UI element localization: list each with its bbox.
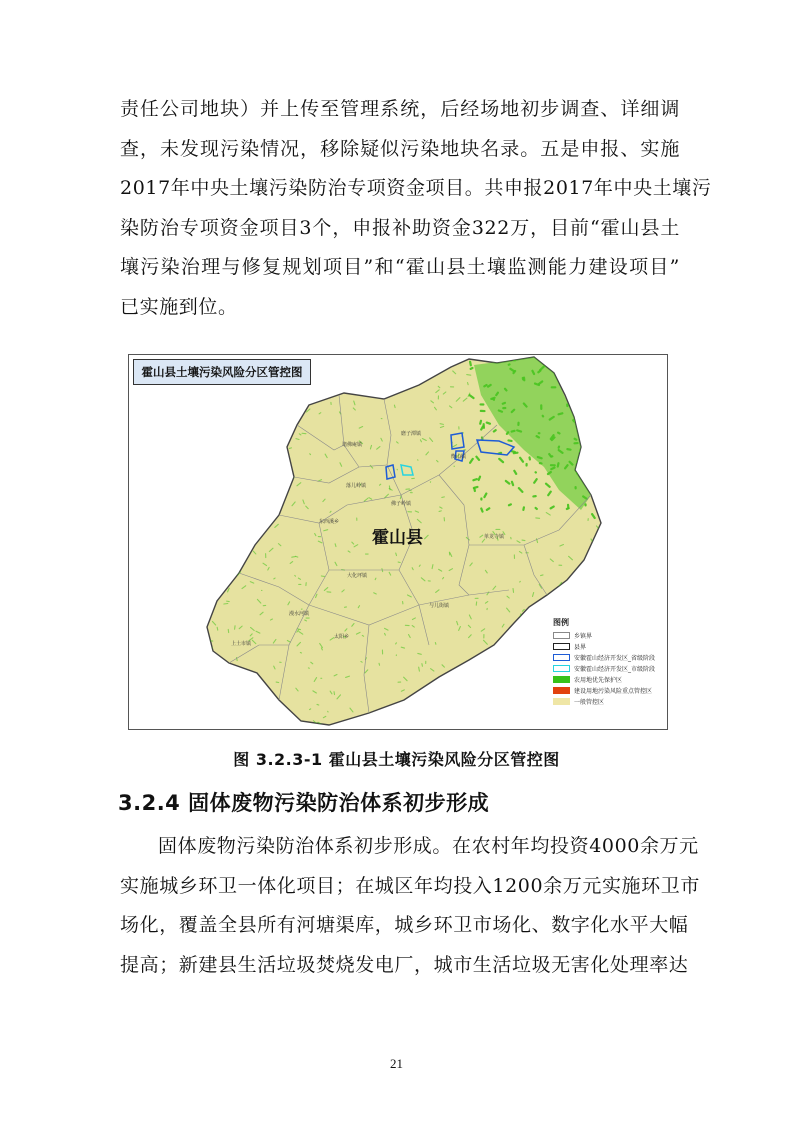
priority-patch — [536, 508, 537, 509]
priority-patch — [582, 439, 584, 442]
priority-patch — [585, 410, 587, 411]
priority-patch — [468, 383, 469, 385]
priority-patch — [485, 687, 487, 688]
legend-label: 县界 — [574, 644, 587, 651]
priority-patch — [325, 364, 329, 367]
priority-patch — [467, 375, 471, 376]
priority-patch — [248, 420, 251, 423]
legend-item — [553, 630, 663, 641]
priority-patch — [487, 508, 489, 510]
priority-patch — [270, 428, 271, 429]
priority-patch — [224, 603, 228, 604]
priority-patch — [380, 360, 381, 362]
paragraph-line: 责任公司地块）并上传至管理系统，后经场地初步调查、详细调 — [120, 98, 680, 120]
priority-patch — [362, 635, 363, 636]
town-label: 与儿街镇 — [429, 603, 450, 609]
priority-patch — [481, 706, 484, 707]
legend-item — [553, 674, 663, 685]
legend-label: 一般管控区 — [574, 699, 605, 706]
priority-patch — [599, 577, 601, 579]
priority-patch — [591, 719, 595, 721]
priority-patch — [484, 710, 486, 714]
map-title: 霍山县土壤污染风险分区管控图 — [133, 359, 311, 385]
paragraph-line: 场化，覆盖全县所有河塘渠库，城乡环卫市场化、数字化水平大幅 — [120, 914, 689, 936]
priority-patch — [596, 583, 598, 585]
priority-patch — [579, 408, 581, 410]
priority-patch — [523, 507, 524, 510]
town-label: 大化坪镇 — [347, 573, 368, 579]
priority-patch — [446, 364, 447, 368]
paragraph-line: 2017年中央土壤污染防治专项资金项目。共申报2017年中央土壤污 — [120, 177, 712, 199]
priority-patch — [596, 556, 599, 557]
map-figure — [128, 354, 668, 730]
priority-patch — [224, 584, 226, 586]
legend-item — [553, 641, 663, 652]
priority-patch — [513, 640, 515, 643]
priority-patch — [245, 539, 247, 541]
legend-swatch — [553, 632, 570, 639]
priority-patch — [265, 505, 268, 509]
priority-patch — [592, 406, 594, 408]
priority-patch — [376, 380, 379, 383]
priority-patch — [583, 376, 585, 379]
priority-patch — [408, 355, 410, 359]
priority-patch — [267, 514, 270, 516]
priority-patch — [357, 387, 358, 390]
town-label: 诸佛庵镇 — [342, 442, 363, 448]
priority-patch — [330, 511, 331, 512]
priority-patch — [581, 438, 583, 439]
priority-patch — [462, 714, 463, 716]
priority-patch — [396, 643, 397, 644]
priority-patch — [394, 405, 395, 407]
priority-patch — [535, 721, 539, 723]
priority-patch — [438, 365, 440, 369]
town-label: 东西溪乡 — [319, 519, 340, 525]
paragraph-line: 染防治专项资金项目3个，申报补助资金322万，目前“霍山县土 — [120, 216, 680, 239]
priority-patch — [323, 357, 325, 359]
priority-patch — [487, 423, 490, 424]
paragraph-1 — [120, 90, 712, 327]
priority-patch — [475, 695, 477, 699]
priority-patch — [481, 509, 482, 512]
priority-patch — [498, 692, 500, 693]
legend-item — [553, 696, 663, 707]
priority-patch — [262, 421, 264, 424]
priority-patch — [297, 629, 300, 630]
priority-patch — [417, 379, 418, 381]
town-label: 上土市镇 — [231, 641, 252, 647]
priority-patch — [548, 595, 552, 598]
town-label: 漫水河镇 — [289, 611, 310, 617]
town-label: 佛子岭镇 — [391, 501, 412, 507]
priority-patch — [441, 369, 442, 371]
section-heading: 3.2.4 固体废物污染防治体系初步形成 — [118, 791, 490, 815]
priority-patch — [289, 413, 290, 416]
legend-item — [553, 685, 663, 696]
priority-patch — [522, 624, 523, 627]
priority-patch — [245, 501, 246, 505]
priority-patch — [564, 596, 565, 598]
priority-patch — [289, 448, 291, 449]
paragraph-line: 已实施到位。 — [120, 295, 238, 318]
priority-patch — [243, 676, 244, 678]
town-label: 太阳乡 — [334, 634, 350, 640]
legend-label: 安徽霍山经济开发区_市级阶段 — [574, 666, 656, 673]
page-number: 21 — [390, 1056, 403, 1071]
priority-patch — [419, 667, 420, 671]
priority-patch — [542, 636, 545, 637]
priority-patch — [249, 421, 251, 422]
priority-patch — [235, 537, 236, 540]
priority-patch — [435, 643, 436, 645]
priority-patch — [516, 714, 519, 717]
priority-patch — [266, 709, 270, 711]
priority-patch — [277, 453, 280, 454]
figure-caption: 图 3.2.3-1 霍山县土壤污染风险分区管控图 — [233, 750, 560, 769]
priority-patch — [221, 720, 224, 723]
priority-patch — [385, 633, 386, 635]
priority-patch — [255, 434, 258, 438]
county-label: 霍山县 — [372, 528, 423, 548]
priority-patch — [202, 583, 205, 585]
priority-patch — [489, 678, 490, 679]
legend-swatch — [553, 643, 570, 650]
priority-patch — [380, 484, 381, 485]
priority-patch — [519, 621, 520, 623]
priority-patch — [246, 706, 247, 707]
priority-patch — [536, 711, 537, 713]
priority-patch — [206, 677, 210, 680]
priority-patch — [205, 472, 208, 476]
legend-swatch — [553, 665, 570, 672]
priority-patch — [292, 399, 296, 400]
paragraph-line: 提高；新建县生活垃圾焚烧发电厂，城市生活垃圾无害化处理率达 — [120, 953, 689, 976]
priority-patch — [511, 711, 515, 714]
legend-label: 安徽霍山经济开发区_省级阶段 — [574, 655, 656, 662]
legend-title: 图例 — [553, 618, 569, 627]
priority-patch — [599, 547, 603, 551]
paragraph-line: 壤污染治理与修复规划项目”和“霍山县土壤监测能力建设项目” — [120, 256, 680, 278]
priority-patch — [265, 387, 267, 390]
priority-patch — [596, 491, 598, 494]
priority-patch — [480, 421, 481, 424]
priority-patch — [579, 573, 583, 575]
priority-patch — [520, 581, 521, 582]
priority-patch — [515, 694, 517, 695]
priority-patch — [239, 414, 242, 415]
priority-patch — [570, 363, 571, 365]
priority-patch — [220, 697, 221, 700]
priority-patch — [292, 557, 296, 558]
priority-patch — [485, 357, 487, 360]
priority-patch — [442, 497, 445, 498]
priority-patch — [470, 362, 471, 366]
legend-swatch — [553, 687, 570, 694]
priority-patch — [269, 388, 271, 390]
town-label: 落儿岭镇 — [346, 483, 367, 489]
priority-patch — [551, 507, 554, 509]
priority-patch — [217, 627, 218, 630]
town-label: 衡山镇 — [451, 454, 467, 460]
priority-patch — [483, 359, 486, 360]
paragraph-line: 查，未发现污染情况，移除疑似污染地块名录。五是申报、实施 — [120, 137, 680, 160]
priority-patch — [473, 479, 476, 480]
priority-patch — [603, 491, 606, 494]
priority-patch — [583, 468, 585, 471]
paragraph-line: 固体废物污染防治体系初步形成。在农村年均投资4000余万元 — [158, 835, 699, 857]
paragraph-2 — [120, 827, 700, 985]
priority-patch — [415, 717, 417, 719]
priority-patch — [570, 378, 573, 382]
priority-patch — [274, 578, 275, 579]
priority-patch — [469, 356, 471, 357]
priority-patch — [236, 682, 238, 684]
priority-patch — [479, 477, 480, 480]
priority-patch — [269, 389, 270, 390]
priority-patch — [396, 553, 397, 556]
priority-patch — [457, 682, 461, 683]
priority-patch — [310, 454, 311, 455]
priority-patch — [414, 701, 415, 704]
priority-patch — [597, 414, 601, 416]
priority-patch — [515, 664, 517, 666]
legend-label: 农用地优先保护区 — [574, 677, 623, 684]
priority-patch — [214, 551, 215, 553]
priority-patch — [258, 408, 261, 409]
legend-label: 建设用地污染风险重点管控区 — [574, 688, 653, 695]
priority-patch — [443, 577, 444, 578]
priority-patch — [577, 370, 578, 371]
legend-item — [553, 652, 663, 663]
legend-label: 乡镇界 — [574, 633, 593, 640]
priority-patch — [228, 721, 230, 723]
priority-patch — [498, 715, 499, 717]
priority-patch — [394, 357, 396, 361]
priority-patch — [431, 693, 433, 694]
priority-patch — [260, 495, 263, 498]
priority-patch — [522, 540, 525, 541]
legend-swatch — [553, 676, 570, 683]
priority-patch — [375, 578, 376, 579]
priority-patch — [519, 693, 523, 694]
priority-patch — [596, 384, 597, 385]
priority-patch — [512, 482, 513, 485]
priority-patch — [590, 445, 593, 449]
priority-patch — [439, 511, 441, 512]
priority-patch — [544, 653, 548, 657]
priority-patch — [315, 392, 318, 394]
priority-patch — [474, 488, 475, 491]
priority-patch — [514, 453, 518, 454]
priority-patch — [603, 474, 605, 476]
priority-patch — [216, 490, 218, 493]
priority-patch — [471, 368, 473, 369]
priority-patch — [275, 397, 277, 401]
priority-patch — [558, 370, 559, 372]
priority-patch — [572, 709, 574, 711]
priority-patch — [205, 530, 206, 532]
legend-swatch — [553, 698, 570, 705]
priority-patch — [295, 575, 296, 576]
town-label: 磨子潭镇 — [401, 431, 422, 437]
priority-patch — [425, 362, 426, 364]
priority-patch — [207, 470, 210, 471]
priority-patch — [241, 538, 242, 540]
priority-patch — [407, 368, 410, 369]
priority-patch — [202, 664, 205, 666]
priority-patch — [494, 430, 496, 431]
priority-patch — [483, 717, 486, 718]
priority-patch — [422, 664, 423, 667]
priority-patch — [285, 439, 288, 440]
priority-patch — [515, 704, 518, 708]
town-label: 单龙寺镇 — [484, 534, 505, 540]
priority-patch — [261, 500, 264, 504]
priority-patch — [512, 451, 515, 452]
priority-patch — [440, 424, 443, 425]
priority-patch — [225, 492, 229, 493]
legend — [553, 617, 663, 707]
priority-patch — [317, 704, 319, 705]
priority-patch — [257, 428, 258, 429]
priority-patch — [248, 466, 249, 469]
priority-patch — [384, 721, 386, 723]
priority-patch — [471, 703, 473, 704]
priority-patch — [366, 387, 369, 389]
priority-patch — [509, 504, 511, 505]
paragraph-line: 实施城乡环卫一体化项目；在城区年均投入1200余万元实施环卫市 — [120, 874, 700, 897]
priority-patch — [207, 606, 209, 608]
priority-patch — [541, 575, 543, 576]
legend-swatch — [553, 654, 570, 661]
priority-patch — [506, 716, 508, 719]
priority-patch — [310, 709, 311, 710]
legend-item — [553, 663, 663, 674]
priority-patch — [361, 662, 362, 663]
priority-patch — [224, 485, 228, 488]
priority-patch — [438, 711, 439, 712]
priority-patch — [419, 565, 420, 566]
